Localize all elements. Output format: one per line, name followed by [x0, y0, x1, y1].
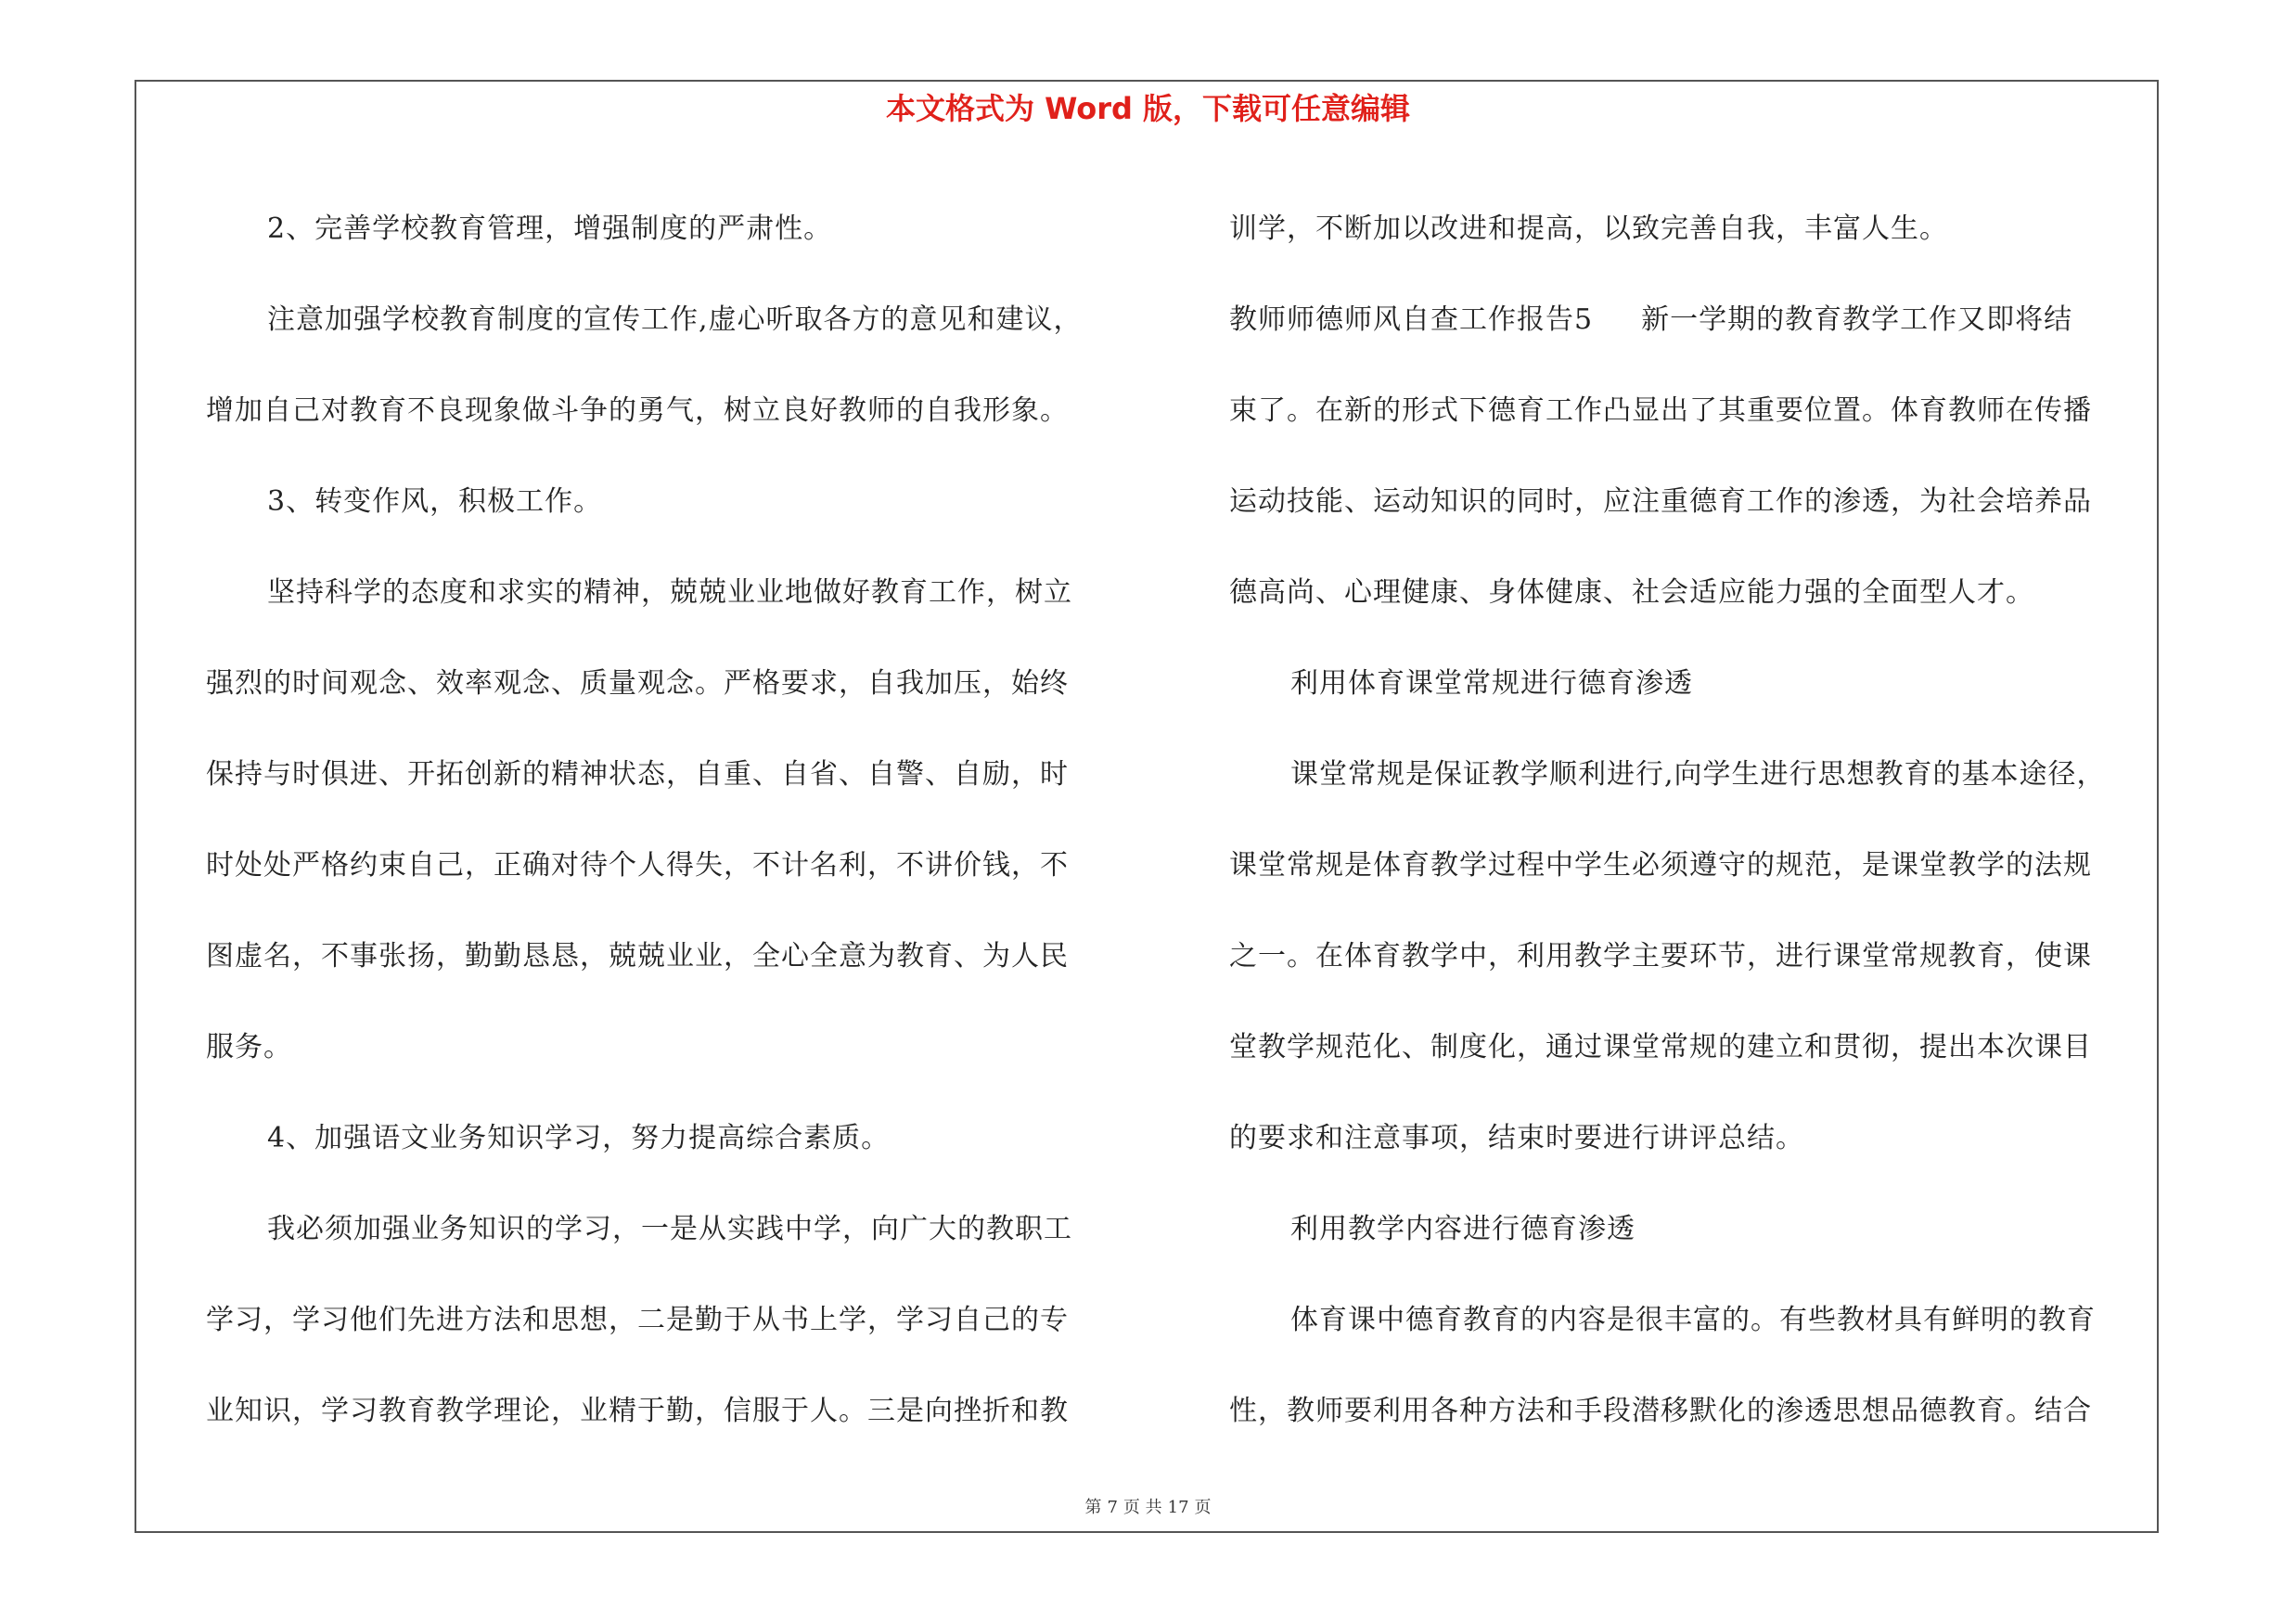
right-text-column	[1229, 184, 2150, 1457]
text-line	[1229, 1366, 2150, 1457]
text-line	[206, 911, 1134, 1002]
text-line	[206, 275, 1134, 366]
text-line	[1229, 366, 2150, 457]
text-line-content: 体育课中德育教育的内容是很丰富的。有些教材具有鲜明的教育	[1290, 1304, 2096, 1336]
text-line-content: 时处处严格约束自己，正确对待个人得失，不计名利，不讲价钱，不	[206, 849, 1069, 882]
text-line	[1229, 1002, 2150, 1093]
text-line-content: 之一。在体育教学中，利用教学主要环节，进行课堂常规教育，使课	[1229, 940, 2092, 973]
text-line	[206, 457, 1134, 547]
text-line-content: 德高尚、心理健康、身体健康、社会适应能力强的全面型人才。	[1229, 576, 2034, 609]
text-line	[206, 820, 1134, 911]
text-line-content: 教师师德师风自查工作报告5	[1229, 303, 1594, 336]
footer-total-pages: 17	[1167, 1498, 1189, 1517]
text-line-content: 性，教师要利用各种方法和手段潜移默化的渗透思想品德教育。结合	[1229, 1395, 2092, 1427]
document-banner: 本文格式为 Word 版，下载可任意编辑	[885, 91, 1411, 126]
text-line	[206, 547, 1134, 638]
footer-mid: 页 共	[1122, 1498, 1162, 1517]
text-line-content: 2、完善学校教育管理，增强制度的严肃性。	[267, 213, 833, 245]
text-line-content: 课堂常规是体育教学过程中学生必须遵守的规范，是课堂教学的法规	[1229, 849, 2092, 882]
text-line-content: 课堂常规是保证教学顺利进行,向学生进行思想教育的基本途径，	[1290, 758, 2106, 791]
footer-page-number: 7	[1107, 1498, 1118, 1517]
text-line	[1229, 184, 2150, 275]
page-footer	[0, 1497, 2296, 1519]
text-line-content: 增加自己对教育不良现象做斗争的勇气，树立良好教师的自我形象。	[206, 394, 1069, 427]
text-line	[206, 1366, 1134, 1457]
text-line	[206, 366, 1134, 457]
text-line	[1229, 1093, 2150, 1184]
text-line-content: 利用教学内容进行德育渗透	[1290, 1213, 1635, 1245]
text-line	[1229, 820, 2150, 911]
text-line	[1229, 729, 2150, 820]
text-line	[1229, 275, 2150, 366]
text-line-content: 强烈的时间观念、效率观念、质量观念。严格要求，自我加压，始终	[206, 667, 1069, 700]
text-line-content: 训学，不断加以改进和提高，以致完善自我，丰富人生。	[1229, 213, 1948, 245]
text-line-content: 堂教学规范化、制度化，通过课堂常规的建立和贯彻，提出本次课目	[1229, 1031, 2092, 1063]
text-line	[1229, 638, 2150, 729]
text-line-content: 4、加强语文业务知识学习，努力提高综合素质。	[267, 1122, 891, 1154]
footer-prefix: 第	[1084, 1498, 1102, 1517]
text-line-content: 的要求和注意事项，结束时要进行讲评总结。	[1229, 1122, 1804, 1154]
text-line-content: 学习，学习他们先进方法和思想，二是勤于从书上学，学习自己的专	[206, 1304, 1069, 1336]
text-line	[206, 729, 1134, 820]
text-line-content: 坚持科学的态度和求实的精神，兢兢业业地做好教育工作，树立	[267, 576, 1072, 609]
text-line	[206, 1093, 1134, 1184]
text-line	[1229, 1184, 2150, 1275]
text-line-content: 利用体育课堂常规进行德育渗透	[1290, 667, 1693, 700]
text-line	[1229, 457, 2150, 547]
text-line-content: 束了。在新的形式下德育工作凸显出了其重要位置。体育教师在传播	[1229, 394, 2092, 427]
left-text-column	[206, 184, 1134, 1457]
text-line	[206, 1184, 1134, 1275]
text-line	[1229, 911, 2150, 1002]
text-line-content-continued: 新一学期的教育教学工作又即将结	[1641, 303, 2073, 336]
text-line-content: 注意加强学校教育制度的宣传工作,虚心听取各方的意见和建议，	[267, 303, 1083, 336]
text-line-content: 我必须加强业务知识的学习，一是从实践中学，向广大的教职工	[267, 1213, 1072, 1245]
text-line-content: 服务。	[206, 1031, 292, 1063]
text-line	[1229, 1275, 2150, 1366]
text-line	[206, 638, 1134, 729]
text-line	[206, 1002, 1134, 1093]
text-line-content: 图虚名，不事张扬，勤勤恳恳，兢兢业业，全心全意为教育、为人民	[206, 940, 1069, 973]
text-line-content: 业知识，学习教育教学理论，业精于勤，信服于人。三是向挫折和教	[206, 1395, 1069, 1427]
text-line	[206, 1275, 1134, 1366]
text-line	[1229, 547, 2150, 638]
text-line	[206, 184, 1134, 275]
text-line-content: 3、转变作风，积极工作。	[267, 485, 603, 518]
text-line-content: 保持与时俱进、开拓创新的精神状态，自重、自省、自警、自励，时	[206, 758, 1069, 791]
footer-suffix: 页	[1194, 1498, 1212, 1517]
text-line-content: 运动技能、运动知识的同时，应注重德育工作的渗透，为社会培养品	[1229, 485, 2092, 518]
